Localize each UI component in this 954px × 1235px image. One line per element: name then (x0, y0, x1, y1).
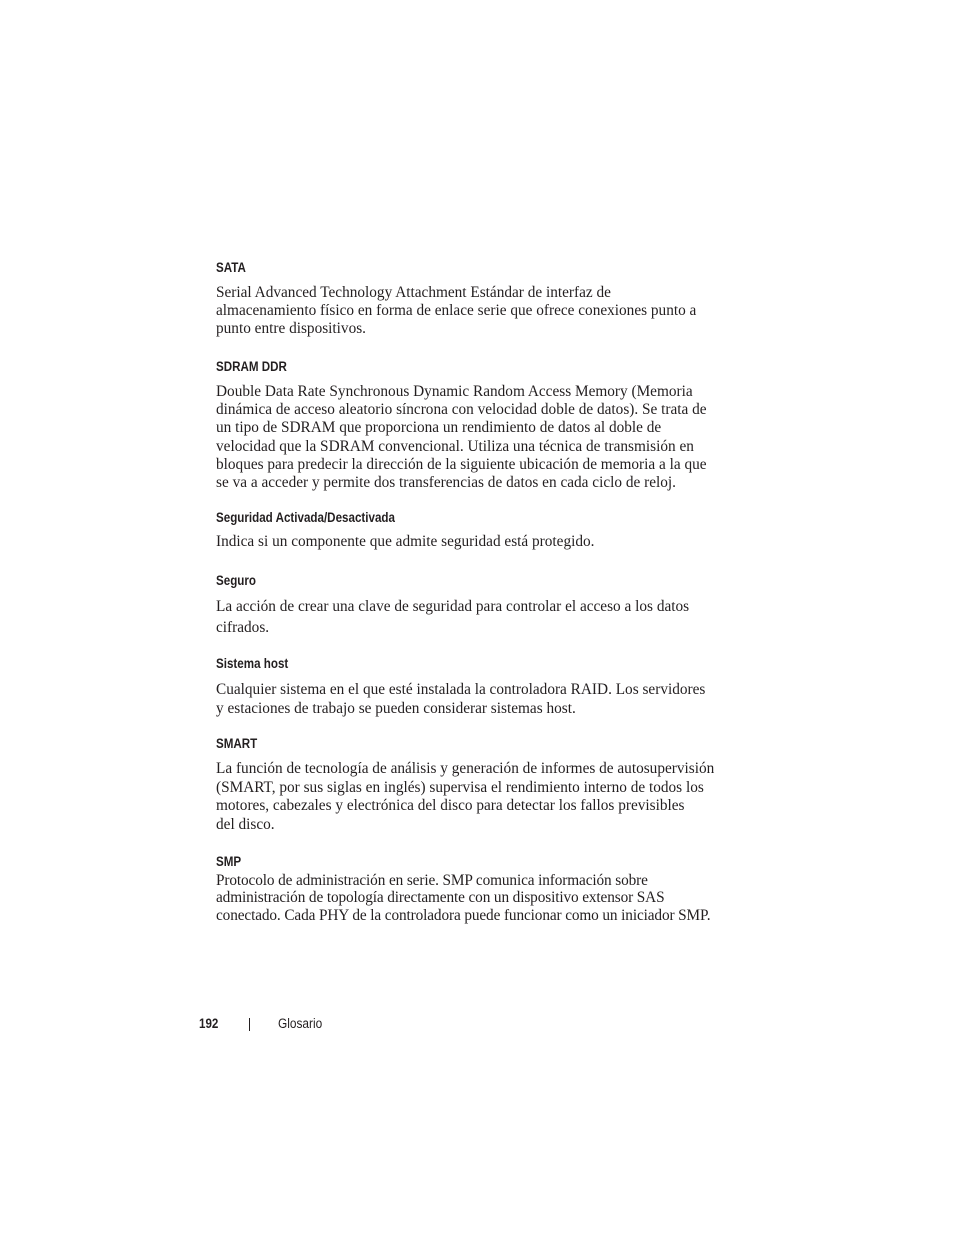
glossary-definition-seguro: La acción de crear una clave de seguridad para controlar el acceso a los datos cifrados. (216, 598, 690, 636)
glossary-term-sistema-host: Sistema host (216, 656, 289, 671)
glossary-definition-smart: La función de tecnología de análisis y generación de informes de autosupervisión (SMART, por sus siglas en inglés) supervisa el rendimiento interno de todos los motores, cabezales y electrónica del disco para detectar los fallos previsibles del disco. (216, 760, 715, 834)
glossary-definition-seguridad: Indica si un componente que admite seguridad está protegido. (216, 533, 595, 550)
footer-section-title: Glosario (278, 1016, 323, 1031)
glossary-term-smp: SMP (216, 854, 242, 869)
page-number: 192 (199, 1016, 219, 1031)
footer-separator (249, 1018, 250, 1031)
glossary-definition-smp: Protocolo de administración en serie. SMP comunica información sobre administración de topología directamente con un dispositivo extensor SAS conectado. Cada PHY de la controladora puede funcionar como un iniciador SMP. (216, 872, 711, 924)
glossary-definition-sistema-host: Cualquier sistema en el que esté instalada la controladora RAID. Los servidores y estaciones de trabajo se pueden considerar sistemas host. (216, 681, 706, 717)
glossary-term-seguro: Seguro (216, 573, 257, 588)
glossary-term-sata: SATA (216, 260, 246, 275)
glossary-term-smart: SMART (216, 736, 258, 751)
glossary-definition-sdram-ddr: Double Data Rate Synchronous Dynamic Random Access Memory (Memoria dinámica de acceso aleatorio síncrona con velocidad doble de datos). Se trata de un tipo de SDRAM que proporciona un rendimiento de datos al doble de velocidad que la SDRAM convencional. Utiliza una técnica de transmisión en bloques para predecir la dirección de la siguiente ubicación de memoria a la que se va a acceder y permite dos transferencias de datos en cada ciclo de reloj. (216, 383, 707, 492)
glossary-term-seguridad: Seguridad Activada/Desactivada (216, 510, 395, 525)
glossary-term-sdram-ddr: SDRAM DDR (216, 359, 287, 374)
glossary-definition-sata: Serial Advanced Technology Attachment Estándar de interfaz de almacenamiento físico en forma de enlace serie que ofrece conexiones punto a punto entre dispositivos. (216, 284, 697, 338)
